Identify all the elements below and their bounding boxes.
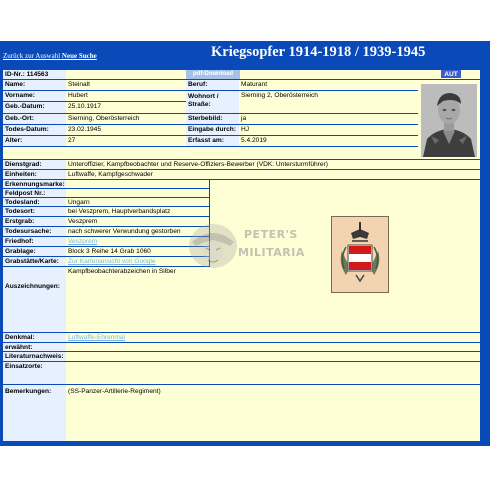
units-label: Einheiten: <box>3 170 66 179</box>
cause-label: Todesursache: <box>3 227 66 236</box>
deathimage-value: ja <box>239 114 418 124</box>
birthdate-label: Geb.-Datum: <box>3 102 66 113</box>
deployments-value <box>66 362 480 384</box>
awards-value: Kampfbeobachterabzeichen in Silber <box>66 267 480 332</box>
deployments-label: Einsatzorte: <box>3 362 66 384</box>
entered-by-label: Eingabe durch: <box>186 125 239 135</box>
entered-at-value: 5.4.2019 <box>239 136 418 146</box>
cemetery-value-cell <box>66 237 209 246</box>
memorial-link[interactable]: Luftwaffe-Ehrenmal <box>68 334 126 341</box>
residence-value: Sierning 2, Oberösterreich <box>239 91 418 113</box>
mentioned-label: erwähnt: <box>3 343 66 351</box>
literature-label: Literaturnachweis: <box>3 352 66 361</box>
birthplace-value: Sierning, Oberösterreich <box>66 114 186 124</box>
firstname-value: Hubert <box>66 91 186 101</box>
deathimage-label: Sterbebild: <box>186 114 239 124</box>
record-id: ID-Nr.: 114563 <box>3 70 66 79</box>
idtag-label: Erkennungsmarke: <box>5 181 65 188</box>
cemetery-label: Friedhof: <box>3 237 66 246</box>
id-value-cell <box>66 70 186 79</box>
birthplace-label: Geb.-Ort: <box>3 114 66 124</box>
firstgrave-label: Erstgrab: <box>3 217 66 226</box>
entered-at-label: Erfasst am: <box>186 136 239 146</box>
firstgrave-value: Veszprem <box>66 217 209 226</box>
units-value: Luftwaffe, Kampfgeschwader <box>66 170 480 179</box>
fieldpost-label: Feldpost Nr.: <box>3 189 66 197</box>
country-badge: AUT <box>441 70 461 78</box>
literature-value <box>66 352 480 361</box>
watermark-text-line2: MILITARIA <box>238 246 305 259</box>
gravesite-value: Block 3 Reihe 14 Grab 1060 <box>66 247 209 256</box>
watermark-text-line1: PETER'S <box>244 228 298 241</box>
job-label: Beruf: <box>186 80 239 90</box>
age-label: Alter: <box>3 136 66 146</box>
gravesite-label: Grablage: <box>3 247 66 256</box>
residence-label: Wohnort / Straße: <box>186 91 239 113</box>
rank-label: Dienstgrad: <box>3 160 66 169</box>
deathplace-label: Todesort: <box>3 207 66 216</box>
soldier-photo <box>420 83 478 158</box>
firstname-label: Vorname: <box>3 91 66 101</box>
map-value-cell <box>66 257 209 266</box>
job-value: Maturant <box>239 80 418 90</box>
deathcountry-label: Todesland: <box>3 198 66 206</box>
header-spacer <box>240 70 418 79</box>
deathplace-value: bei Veszprem, Hauptverbandsplatz <box>66 207 209 216</box>
cemetery-link[interactable]: Veszprem <box>68 238 98 245</box>
top-spacer-row <box>3 147 418 159</box>
google-map-link[interactable]: Zur Kartenansicht von Google <box>68 258 156 265</box>
back-to-search-link[interactable]: Zurück zur Auswahl Neue Suche <box>3 52 97 60</box>
remarks-value: (SS-Panzer-Artillerie-Regiment) <box>66 385 480 441</box>
memorial-label: Denkmal: <box>3 333 66 342</box>
entered-by-value: HJ <box>239 125 418 135</box>
idtag-value <box>66 180 209 188</box>
cause-value: nach schwerer Verwundung gestorben <box>66 227 209 236</box>
map-label: Grabstätte/Karte: <box>3 257 66 266</box>
pdf-download-button[interactable]: pdf-Download <box>186 70 240 79</box>
deathcountry-value: Ungarn <box>66 198 209 206</box>
remarks-label: Bemerkungen: <box>3 385 66 441</box>
age-value: 27 <box>66 136 186 146</box>
deathdate-value: 23.02.1945 <box>66 125 186 135</box>
name-value: Steinalt <box>66 80 186 90</box>
mentioned-value <box>66 343 480 351</box>
birthdate-value: 25.10.1917 <box>66 102 186 113</box>
award-badge-image <box>331 216 389 293</box>
rank-value: Unteroffizier, Kampfbeobachter und Reserve-Offiziers-Bewerber (VDK: Untersturmführer) <box>66 160 480 169</box>
fieldpost-value <box>66 189 209 197</box>
memorial-value-cell <box>66 333 480 342</box>
deathdate-label: Todes-Datum: <box>3 125 66 135</box>
name-label: Name: <box>3 80 66 90</box>
page-title: Kriegsopfer 1914-1918 / 1939-1945 <box>211 44 426 60</box>
awards-label: Auszeichnungen: <box>3 267 66 332</box>
